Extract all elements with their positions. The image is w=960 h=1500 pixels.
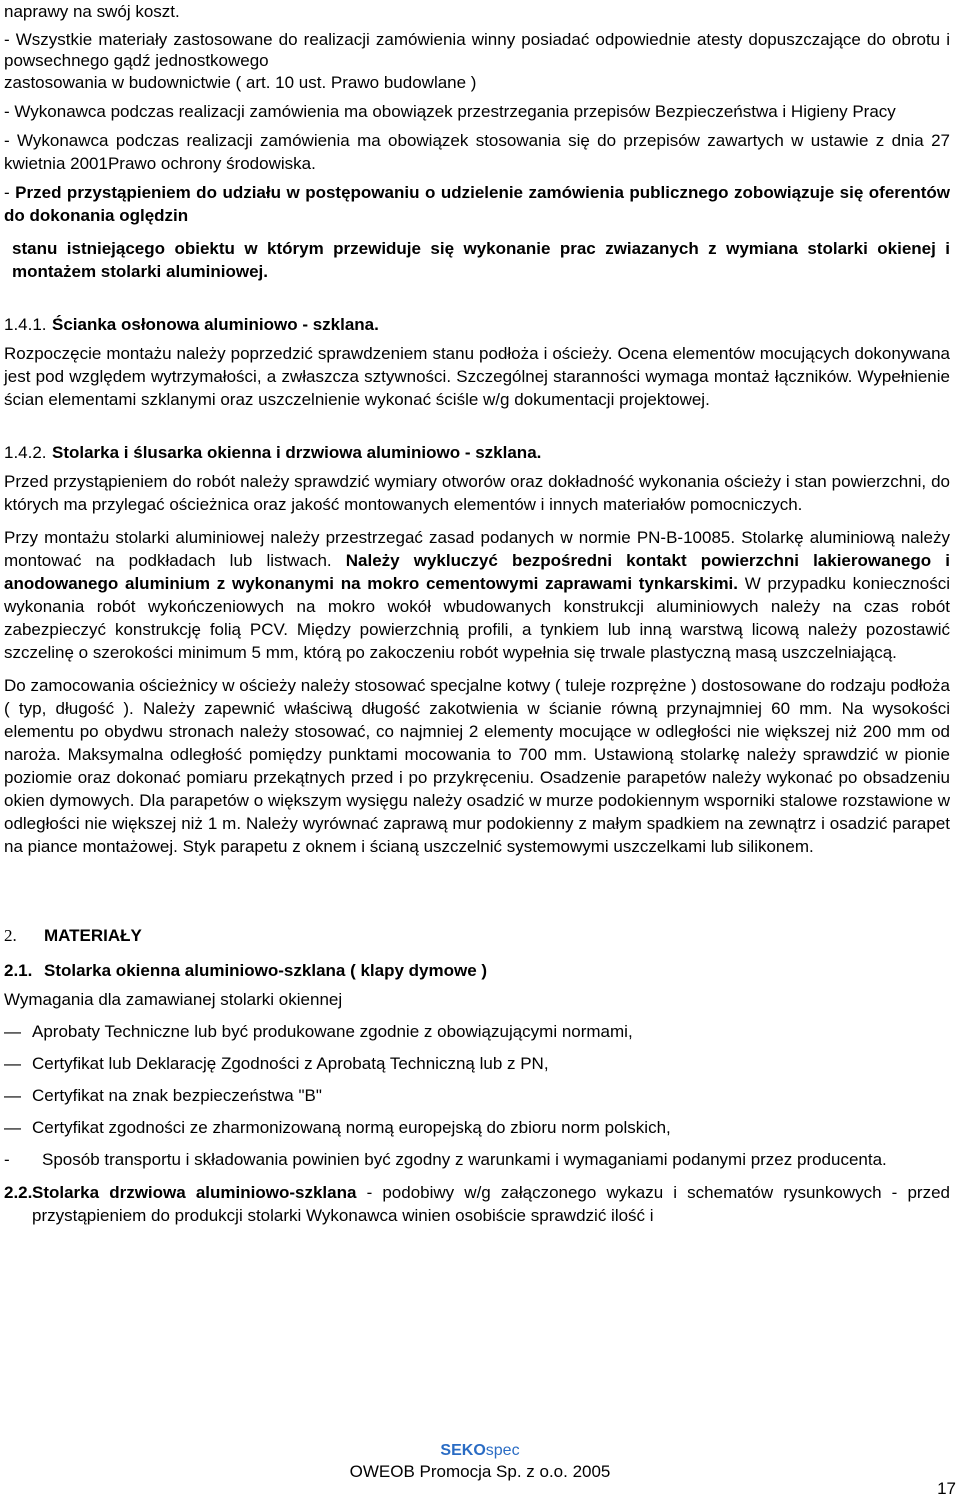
section-number: 1.4.1. (4, 315, 47, 334)
section-title: Stolarka okienna aluminiowo-szklana ( klapy dymowe ) (44, 961, 488, 980)
paragraph: naprawy na swój koszt. (4, 2, 180, 21)
paragraph (4, 181, 950, 227)
section-heading-1-4-2 (4, 441, 950, 464)
list-item-text: Aprobaty Techniczne lub być produkowane zgodnie z obowiązującymi normami, (32, 1022, 633, 1041)
bold-text: Należy wykluczyć bezpośredni kontakt powierzchni lakierowanego i anodowanego aluminium z wykonanymi na mokro cementowymi zaprawami tynkarskimi. (4, 551, 951, 593)
list-marker: - (4, 1150, 10, 1169)
section-number: 2.2. (4, 1183, 33, 1202)
section-number: 1.4.2. (4, 443, 47, 462)
section-number: 2. (4, 926, 17, 945)
list-item-text: Sposób transportu i składowania powinien być zgodny z warunkami i wymaganiami podanymi przez producenta. (42, 1150, 887, 1169)
document-page (4, 0, 950, 1227)
bold-text: Przed przystąpieniem do udziału w postępowaniu o udzielenie zamówienia publicznego zobowiązuje się oferentów do dokonania oględzin (4, 183, 950, 225)
paragraph (4, 526, 950, 664)
list-item (4, 1116, 950, 1139)
paragraph: stanu istniejącego obiektu w którym przewiduje się wykonanie prac zwiazanych z wymiana stolarki okienej i montażem stolarki aluminiowej. (12, 239, 950, 281)
list-item-text: Certyfikat zgodności ze zharmonizowaną normą europejską do zbioru norm polskich, (32, 1118, 671, 1137)
company-logo: SEKOspec (440, 1442, 520, 1459)
paragraph (4, 1181, 950, 1227)
section-heading-2 (4, 924, 950, 947)
paragraph: zastosowania w budownictwie ( art. 10 ust. Prawo budowlane ) (4, 73, 477, 92)
section-heading-2-1 (4, 959, 950, 982)
list-item-text: Certyfikat lub Deklarację Zgodności z Aprobatą Techniczną lub z PN, (32, 1054, 549, 1073)
list-marker: — (4, 1118, 21, 1137)
requirements-list (4, 1020, 950, 1171)
paragraph: Przed przystąpieniem do robót należy sprawdzić wymiary otworów oraz dokładność wykonania ościeży i stan powierzchni, do których ma przylegać ościeżnica oraz jakość montowanych elementów i innych materiałów pomocniczych. (4, 472, 950, 514)
list-item-text: Certyfikat na znak bezpieczeństwa "B" (32, 1086, 322, 1105)
list-marker: — (4, 1022, 21, 1041)
section-title: Stolarka drzwiowa aluminiowo-szklana (32, 1183, 357, 1202)
page-number: 17 (937, 1479, 956, 1498)
footer-company: OWEOB Promocja Sp. z o.o. 2005 (349, 1462, 611, 1481)
dash-text: - (4, 183, 16, 202)
list-marker: — (4, 1054, 21, 1073)
page-footer (0, 1441, 960, 1483)
list-item (4, 1020, 950, 1043)
paragraph: - Wykonawca podczas realizacji zamówienia ma obowiązek stosowania się do przepisów zawartych w ustawie z dnia 27 kwietnia 2001Prawo ochrony środowiska. (4, 131, 950, 173)
list-item (4, 1148, 950, 1171)
text: Przy montażu stolarki aluminiowej należy przestrzegać zasad podanych w normie PN-B-10085. Stolarkę aluminiową należy montować na podkładach lub listwach. (4, 528, 950, 570)
paragraph: - Wykonawca podczas realizacji zamówienia ma obowiązek przestrzegania przepisów Bezpieczeństwa i Higieny Pracy (4, 102, 896, 121)
text: - podobiwy w/g załączonego wykazu i schematów rysunkowych - przed przystąpieniem do produkcji stolarki Wykonawca winien osobiście sprawdzić ilość i (32, 1183, 950, 1225)
section-title: MATERIAŁY (44, 926, 142, 945)
text: W przypadku konieczności wykonania robót wykończeniowych na mokro wokół wbudowanych konstrukcji aluminiowych należy na czas robót zabezpieczyć konstrukcję folią PCV. Między powierzchnią profili, a tynkiem lub inną warstwą licową należy pozostawić szczelinę o szerokości minimum 5 mm, którą po zakoczeniu robót wypełnia się trwale plastyczną masą uszczelniającą. (4, 574, 951, 662)
section-title: Stolarka i ślusarka okienna i drzwiowa aluminiowo - szklana. (52, 443, 542, 462)
list-item (4, 1084, 950, 1107)
section-title: Ścianka osłonowa aluminiowo - szklana. (52, 315, 379, 334)
paragraph: Wymagania dla zamawianej stolarki okiennej (4, 990, 343, 1009)
list-marker: — (4, 1086, 21, 1105)
list-item (4, 1052, 950, 1075)
paragraph: Do zamocowania ościeżnicy w ościeży należy stosować specjalne kotwy ( tuleje rozprężne ) dostosowane do rodzaju podłoża ( typ, długość ). Należy zapewnić właściwą długość zakotwienia w ścianie równą przynajmniej 60 mm. Na wysokości elementu po obydwu stronach należy stosować, co najmniej 2 elementy mocujące w odległości nie większej niż 200 mm od naroża. Maksymalna odległość pomiędzy punktami mocowania to 700 mm. Ustawioną stolarkę należy sprawdzić w pionie poziomie oraz dokonać pomiaru przekątnych przed i po przykręceniu. Osadzenie parapetów należy wykonać po obsadzeniu okien dymowych. Dla parapetów o większym wysięgu należy osadzić w murze podokiennym wsporniki stalowe rozstawione w odległości nie większej niż 1 m. Należy wyrównać zaprawą mur podokienny z małym spadkiem na zewnątrz i osadzić parapet na piance montażowej. Styk parapetu z oknem i ścianą uszczelnić systemowymi uszczelkami lub silikonem. (4, 676, 950, 856)
paragraph: - Wszystkie materiały zastosowane do realizacji zamówienia winny posiadać odpowiednie atesty dopuszczające do obrotu i powsechnego gądź jednostkowego (4, 30, 950, 70)
paragraph: Rozpoczęcie montażu należy poprzedzić sprawdzeniem stanu podłoża i ościeży. Ocena elementów mocujących dokonywana jest pod względem wytrzymałości, a zwłaszcza sztywności. Szczególnej staranności wymaga montaż łączników. Wypełnienie ścian elementami szklanymi oraz uszczelnienie wykonać ściśle w/g dokumentacji projektowej. (4, 344, 950, 409)
section-number: 2.1. (4, 961, 33, 980)
section-heading-1-4-1 (4, 313, 950, 336)
